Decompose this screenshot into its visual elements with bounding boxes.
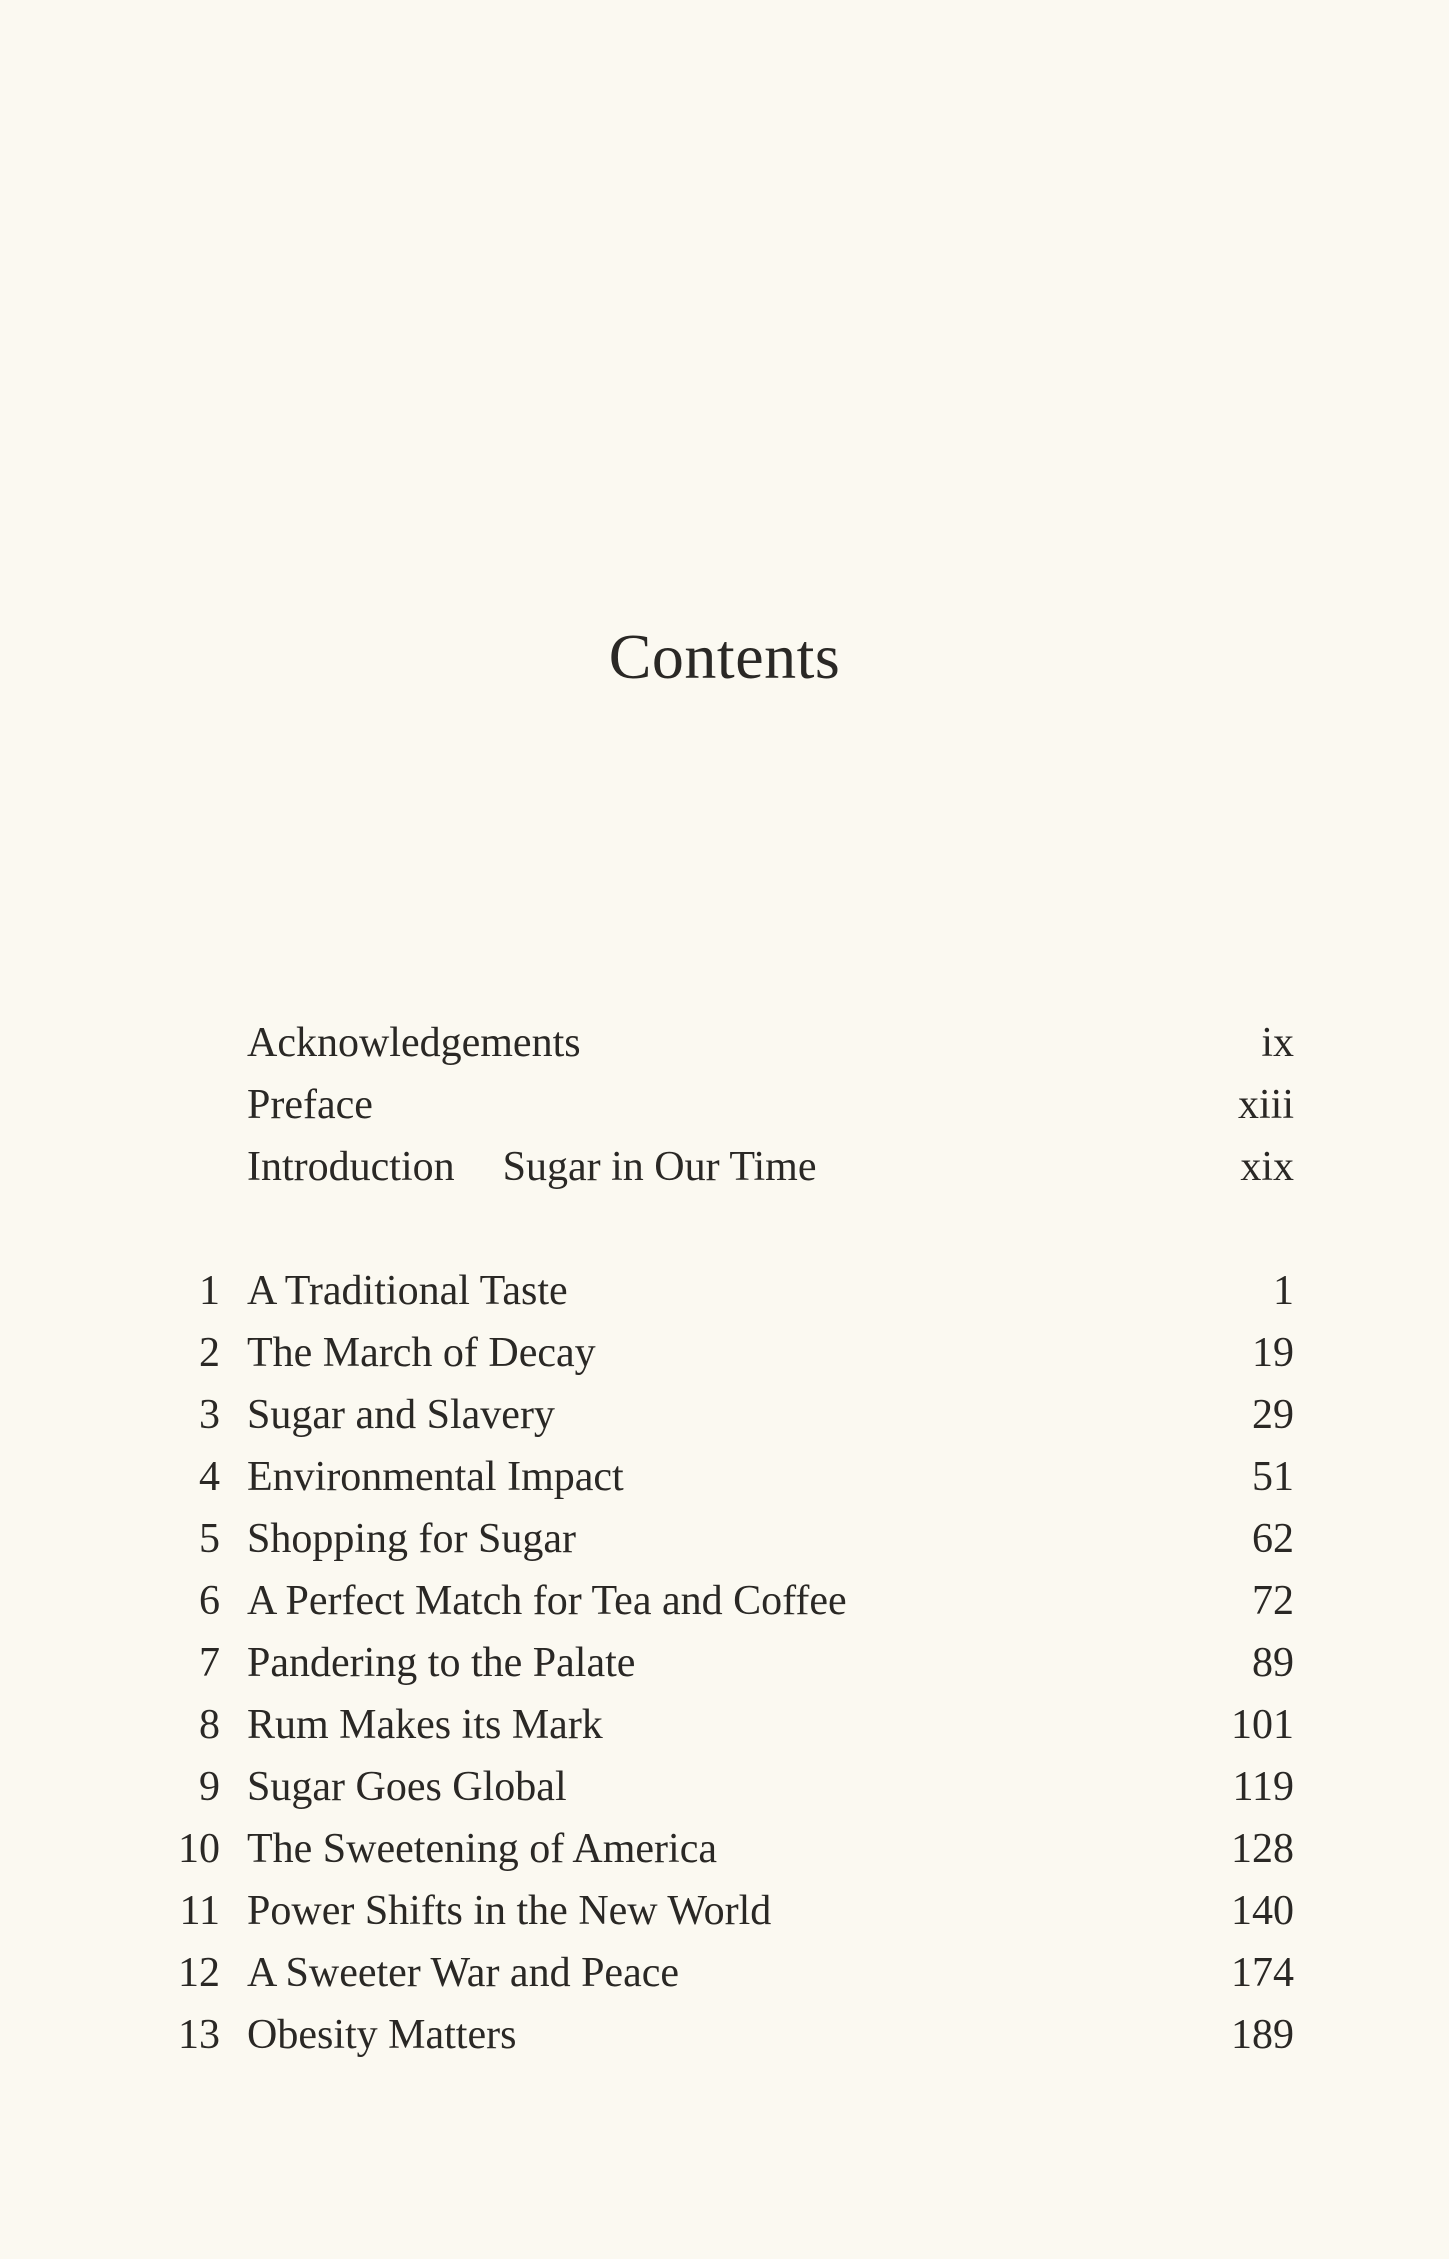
- chapter-page: 119: [1232, 1764, 1294, 1810]
- toc-chapter-4[interactable]: [0, 1446, 1449, 1508]
- chapter-title: Sugar and Slavery: [247, 1392, 555, 1438]
- chapter-page: 72: [1252, 1578, 1294, 1624]
- chapter-page: 89: [1252, 1640, 1294, 1686]
- chapter-title: Rum Makes its Mark: [247, 1702, 603, 1748]
- chapter-number: 3: [199, 1392, 220, 1438]
- toc-chapter-8[interactable]: [0, 1694, 1449, 1756]
- chapter-number: 11: [179, 1888, 220, 1934]
- page-title: Contents: [608, 621, 841, 692]
- toc-entry-acknowledgements[interactable]: [0, 1012, 1449, 1074]
- toc-entry-introduction[interactable]: [0, 1136, 1449, 1198]
- chapter-page: 1: [1273, 1268, 1294, 1314]
- toc-chapter-2[interactable]: [0, 1322, 1449, 1384]
- toc-entry-title: [247, 1136, 817, 1198]
- chapter-page: 51: [1252, 1454, 1294, 1500]
- toc-entry-page: xiii: [1237, 1082, 1294, 1128]
- chapter-page: 174: [1231, 1950, 1294, 1996]
- toc-entry-page: ix: [1261, 1020, 1294, 1066]
- chapter-page: 140: [1231, 1888, 1294, 1934]
- chapter-number: 9: [199, 1764, 220, 1810]
- chapter-number: 12: [178, 1950, 220, 1996]
- chapter-number: 4: [199, 1454, 220, 1500]
- toc-chapter-9[interactable]: [0, 1756, 1449, 1818]
- toc-entry-title: Acknowledgements: [247, 1020, 581, 1066]
- toc-chapter-5[interactable]: [0, 1508, 1449, 1570]
- chapter-number: 8: [199, 1702, 220, 1748]
- toc-entry-title: Preface: [247, 1082, 373, 1128]
- toc-entry-page: xix: [1240, 1144, 1294, 1190]
- chapter-page: 189: [1231, 2012, 1294, 2058]
- chapter-number: 1: [199, 1268, 220, 1314]
- chapter-title: Shopping for Sugar: [247, 1516, 576, 1562]
- chapter-number: 5: [199, 1516, 220, 1562]
- chapter-number: 2: [199, 1330, 220, 1376]
- chapter-number: 6: [199, 1578, 220, 1624]
- chapter-title: Obesity Matters: [247, 2012, 517, 2058]
- chapter-title: A Perfect Match for Tea and Coffee: [247, 1578, 847, 1624]
- toc-chapter-13[interactable]: [0, 2004, 1449, 2066]
- toc-chapter-1[interactable]: [0, 1260, 1449, 1322]
- toc-entry-subtitle: Sugar in Our Time: [502, 1144, 817, 1190]
- chapter-title: Power Shifts in the New World: [247, 1888, 772, 1934]
- toc-chapter-7[interactable]: [0, 1632, 1449, 1694]
- toc-chapter-3[interactable]: [0, 1384, 1449, 1446]
- chapter-page: 29: [1252, 1392, 1294, 1438]
- chapter-title: Pandering to the Palate: [247, 1640, 636, 1686]
- toc-chapter-6[interactable]: [0, 1570, 1449, 1632]
- chapter-number: 13: [178, 2012, 220, 2058]
- chapter-page: 19: [1252, 1330, 1294, 1376]
- chapter-title: Environmental Impact: [247, 1454, 624, 1500]
- toc-chapter-10[interactable]: [0, 1818, 1449, 1880]
- toc-entry-label: Introduction: [247, 1144, 455, 1190]
- toc-chapter-11[interactable]: [0, 1880, 1449, 1942]
- chapter-number: 7: [199, 1640, 220, 1686]
- toc-chapter-12[interactable]: [0, 1942, 1449, 2004]
- chapter-number: 10: [178, 1826, 220, 1872]
- chapter-page: 62: [1252, 1516, 1294, 1562]
- chapter-page: 101: [1231, 1702, 1294, 1748]
- chapter-page: 128: [1231, 1826, 1294, 1872]
- chapter-title: A Traditional Taste: [247, 1268, 568, 1314]
- chapter-title: Sugar Goes Global: [247, 1764, 567, 1810]
- toc-entry-preface[interactable]: [0, 1074, 1449, 1136]
- chapter-title: The March of Decay: [247, 1330, 596, 1376]
- chapter-title: The Sweetening of America: [247, 1826, 717, 1872]
- chapter-title: A Sweeter War and Peace: [247, 1950, 679, 1996]
